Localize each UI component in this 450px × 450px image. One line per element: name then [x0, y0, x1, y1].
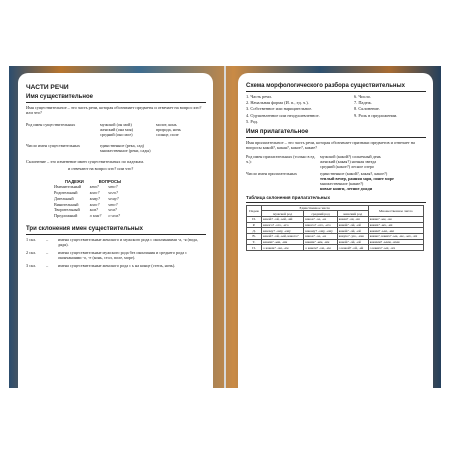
- table-row: В. какой? -ой, -ый, какого? какое? -ое, -ее какую? -ую, -юю какие?, каких? -ые, -ие, -ых, -их: [247, 234, 424, 240]
- adjective-number-block: [246, 171, 426, 191]
- adjective-number-item: единственное (какой?, какая?, какое?): [320, 170, 388, 176]
- scheme-step: 7. Падеж.: [354, 100, 372, 106]
- adjective-number-item: новые книги, летние дожди: [320, 185, 373, 191]
- adjective-number-item: теплый вечер, ранняя заря, синее море: [320, 175, 394, 181]
- case-row: Винительный кого? что?: [54, 201, 118, 207]
- adjective-gender-item: средний (какое?) лесное озеро: [320, 163, 375, 169]
- declension-subtext: и отвечают на вопрос кто? или что?: [68, 165, 134, 171]
- gender-label: Род имен существительных: [26, 121, 76, 127]
- gender-row: мужской (он мой) молот, конь: [100, 121, 177, 127]
- cases-header: ПАДЕЖИ ВОПРОСЫ: [65, 178, 122, 184]
- adjective-gender-block: [246, 154, 426, 169]
- gender-row: средний (оно мое) солнце, поле: [100, 131, 179, 137]
- left-page: [18, 73, 213, 388]
- declension-table: [246, 205, 424, 252]
- cases-table: [51, 178, 124, 218]
- scheme-step: 4. Одушевленное или неодушевленное.: [246, 112, 320, 118]
- scheme-step: 5. Род.: [246, 118, 259, 124]
- declension-item: 2 скл. – имена существительные мужского рода без окончания и среднего рода с окончаниями -о, -е (конь, стол, поле, море).: [26, 249, 188, 260]
- case-row: Предложный о ком? о чем?: [54, 213, 121, 219]
- adjective-gender-item: мужской (какой?) солнечный день: [320, 153, 381, 159]
- table-header-row: Падеж Единственное число Множественное число: [247, 205, 424, 211]
- declension-item: 3 скл. – имена существительные женского рода с ь на конце (степь, ночь).: [26, 262, 176, 268]
- scheme-step: 3. Собственное или нарицательное.: [246, 106, 313, 112]
- case-row: Именительный кто? что?: [54, 184, 118, 190]
- divider: [246, 91, 426, 92]
- section-title: ЧАСТИ РЕЧИ: [26, 84, 69, 91]
- divider: [26, 102, 206, 103]
- adjective-gender-label: Род имен прилагательных (только в ед. ч.):: [246, 153, 316, 164]
- book-spine: [224, 66, 226, 388]
- table-row: П. о каком? -ом, -ем о каком? -ом, -ем о какой? -ой, -ей о каких? -ых, -их: [247, 245, 424, 251]
- noun-heading: Имя существительное: [26, 94, 93, 100]
- adjective-definition: Имя прилагательное – это часть речи, которая обозначает признаки предметов и отвечает на вопросы какой?, какая?, какое?, какие?: [246, 140, 415, 151]
- divider: [26, 234, 206, 235]
- scheme-step: 2. Начальная форма (И. п., ед. ч.).: [246, 100, 309, 106]
- table-row: Д. какому? -ому, -ему какому? -ому, -ему какой? -ой, -ей каким? -ым, -им: [247, 228, 424, 234]
- table-title: Таблица склонения прилагательных: [246, 194, 331, 200]
- case-row: Родительный кого? чего?: [54, 190, 119, 196]
- case-row: Дательный кому? чему?: [54, 195, 119, 201]
- adjective-heading: Имя прилагательное: [246, 129, 309, 136]
- number-item: множественное (реки, сады): [100, 147, 151, 153]
- adjective-number-item: множественное (какие?): [320, 180, 364, 186]
- scheme-step: 6. Число.: [354, 94, 372, 99]
- number-block: [26, 143, 206, 153]
- table-row: Т. каким? -ым, -им каким? -ым, -им какой? -ой, -ей какими? -ыми, -ими: [247, 239, 424, 245]
- number-item: единственное (река, сад): [100, 142, 145, 148]
- number-label: Число имен существительных: [26, 142, 80, 148]
- case-row: Творительный кем? чем?: [54, 207, 117, 213]
- gender-block: [26, 122, 206, 137]
- scheme-title: Схема морфологического разбора существительных: [246, 83, 405, 89]
- table-row: И. какой? -ой, -ый, -ий какое? -ое, -ее какая? -ая, -яя какие? -ые, -ие: [247, 216, 424, 222]
- noun-definition: Имя существительное – это часть речи, которая обозначает предметы и отвечает на вопрос кто? или что?: [26, 105, 202, 116]
- right-page: [238, 73, 433, 388]
- table-subheader-row: мужской род средний род женский род: [247, 211, 424, 217]
- scheme-step: 1. Часть речи.: [246, 94, 272, 99]
- table-row: Р. какого? -ого, -его какого? -ого, -его какой? -ой, -ей каких? -ых, -их: [247, 222, 424, 228]
- adjective-number-label: Число имен прилагательных: [246, 170, 297, 176]
- three-declensions-heading: Три склонения имен существительных: [26, 225, 143, 232]
- scheme-step: 8. Склонение.: [354, 106, 380, 112]
- declension-item: 1 скл. – имена существительные женского и мужского рода с окончаниями -а, -я (вода, дядя).: [26, 236, 198, 247]
- adjective-gender-item: женский (какая?) ночная звезда: [320, 158, 377, 164]
- gender-row: женский (она моя) природа, ночь: [100, 126, 181, 132]
- scheme-list: [246, 94, 426, 125]
- declension-definition: Склонение – это изменение имен существительных по падежам.: [26, 158, 145, 164]
- scheme-step: 9. Роль в предложении.: [354, 112, 398, 118]
- divider: [246, 137, 426, 138]
- divider: [246, 202, 426, 203]
